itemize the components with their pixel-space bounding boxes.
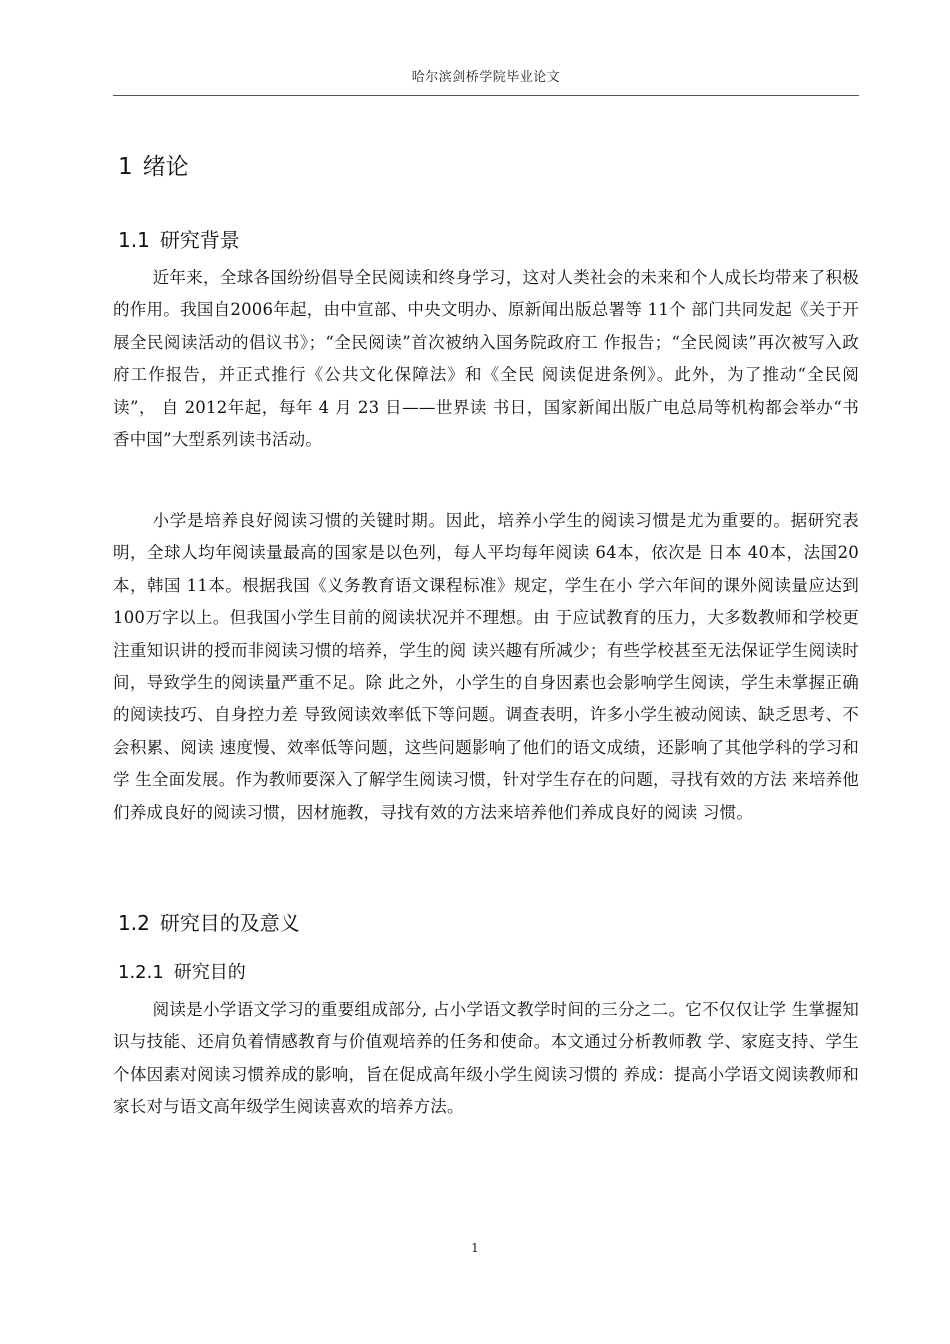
running-header: 哈尔滨剑桥学院毕业论文 bbox=[411, 70, 561, 85]
chapter-title: 绪论 bbox=[142, 154, 189, 180]
section-title: 研究目的及意义 bbox=[159, 911, 300, 935]
section-heading-purpose bbox=[118, 907, 300, 936]
subsection-title: 研究目的 bbox=[173, 962, 246, 983]
chapter-number: 1 bbox=[118, 154, 133, 180]
page-number: 1 bbox=[471, 1241, 479, 1255]
header-divider bbox=[113, 95, 859, 96]
subsection-number: 1.2.1 bbox=[118, 962, 164, 983]
paragraph-background: 近年来，全球各国纷纷倡导全民阅读和终身学习，这对人类社会的未来和个人成长均带来了积极的作用。我国自2006年起，由中宣部、中央文明办、原新闻出版总署等 11个 部门共同发起《关于开展全民阅读活动的倡议书》；“全民阅读”首次被纳入国务院政府工 作报告；“全民阅读”再次被写入政府工作报告，并正式推行《公共文化保障法》和《全民 阅读促进条例》。此外，为了推动“全民阅读”， 自 2012年起，每年 4 月 23 日——世界读 书日，国家新闻出版广电总局等机构都会举办“书香中国”大型系列读书活动。 bbox=[113, 268, 859, 450]
paragraph-research-goal: 阅读是小学语文学习的重要组成部分, 占小学语文教学时间的三分之二。它不仅仅让学 生掌握知识与技能、还肩负着情感教育与价值观培养的任务和使命。本文通过分析教师教 学、家庭支持、学生个体因素对阅读习惯养成的影响，旨在促成高年级小学生阅读习惯的 养成：提高小学语文阅读教师和家长对与语文高年级学生阅读喜欢的培养方法。 bbox=[113, 1000, 859, 1117]
chapter-heading bbox=[118, 148, 189, 181]
section-number: 1.1 bbox=[118, 228, 150, 252]
section-title: 研究背景 bbox=[159, 228, 240, 252]
subsection-heading-goal bbox=[118, 958, 246, 984]
section-number: 1.2 bbox=[118, 911, 150, 935]
section-heading-background bbox=[118, 224, 240, 253]
paragraph-reading-habits: 小学是培养良好阅读习惯的关键时期。因此，培养小学生的阅读习惯是尤为重要的。据研究表明，全球人均年阅读量最高的国家是以色列，每人平均每年阅读 64本，依次是 日本 40本，法国20本，韩国 11本。根据我国《义务教育语文课程标准》规定，学生在小 学六年间的课外阅读量应达到 100万字以上。但我国小学生目前的阅读状况并不理想。由 于应试教育的压力，大多数教师和学校更注重知识讲的授而非阅读习惯的培养，学生的阅 读兴趣有所减少；有些学校甚至无法保证学生阅读时间，导致学生的阅读量严重不足。除 此之外，小学生的自身因素也会影响学生阅读，学生未掌握正确的阅读技巧、自身控力差 导致阅读效率低下等问题。调查表明，许多小学生被动阅读、缺乏思考、不会积累、阅读 速度慢、效率低等问题，这些问题影响了他们的语文成绩，还影响了其他学科的学习和学 生全面发展。作为教师要深入了解学生阅读习惯，针对学生存在的问题，寻找有效的方法 来培养他们养成良好的阅读习惯，因材施教，寻找有效的方法来培养他们养成良好的阅读 习惯。 bbox=[113, 511, 859, 822]
